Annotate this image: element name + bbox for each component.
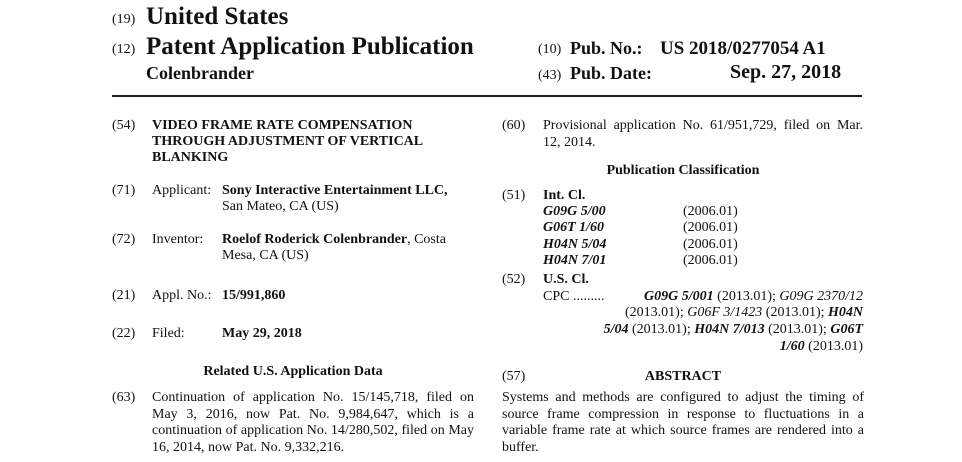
related-heading: Related U.S. Application Data (203, 364, 383, 379)
cpc-label: CPC ......... (543, 289, 605, 304)
classification-heading: Publication Classification (606, 163, 760, 178)
cpc-line-2 (625, 305, 863, 322)
inventor-label: Inventor: (152, 232, 204, 247)
applicant-name: Sony Interactive Entertainment LLC, (222, 183, 448, 198)
continuation-text: Continuation of application No. 15/145,718, filed on May 3, 2016, now Pat. No. 9,984,647, which is a continuation of application No. 14/280,502, filed on May 16, 2014, now Pat. No. 9,332,216. (152, 390, 474, 455)
country-name: United States (146, 3, 289, 30)
pub-date-code: (43) (538, 68, 562, 83)
intcl-class-2: G06T 1/60 (543, 220, 605, 235)
pub-no: US 2018/0277054 A1 (660, 38, 826, 59)
cpc-year: (2013.01); (625, 305, 688, 320)
cpc-class: 1/60 (779, 339, 805, 354)
intcl-code: (51) (502, 188, 526, 203)
uscl-code: (52) (502, 272, 526, 287)
appl-no-code: (21) (112, 288, 136, 303)
provisional-code: (60) (502, 118, 526, 133)
inventor-line (222, 232, 446, 249)
applicant-label: Applicant: (152, 183, 212, 198)
provisional-text: Provisional application No. 61/951,729, filed on Mar. 12, 2014. (543, 118, 863, 150)
cpc-line-3 (604, 322, 863, 339)
intcl-year-4: (2006.01) (683, 253, 738, 268)
appl-no-label: Appl. No.: (152, 288, 212, 303)
applicant-code: (71) (112, 183, 136, 198)
pub-date: Sep. 27, 2018 (730, 61, 842, 83)
intcl-class-3: H04N 5/04 (543, 237, 607, 252)
filed-label: Filed: (152, 326, 185, 341)
inventor-location: Mesa, CA (US) (222, 248, 309, 263)
intcl-class-4: H04N 7/01 (543, 253, 607, 268)
title-line-3: BLANKING (152, 150, 229, 165)
cpc-year: (2013.01); (764, 322, 831, 337)
filed-value: May 29, 2018 (222, 326, 302, 341)
pub-no-code: (10) (538, 42, 562, 57)
abstract-heading: ABSTRACT (644, 369, 722, 384)
cpc-year: (2013.01) (804, 339, 863, 354)
continuation-code: (63) (112, 390, 136, 405)
pub-date-label: Pub. Date: (570, 63, 652, 83)
cpc-line-1 (644, 289, 863, 306)
title-line-1: VIDEO FRAME RATE COMPENSATION (152, 118, 413, 133)
cpc-class: G06F 3/1423 (687, 305, 763, 320)
title-line-2: THROUGH ADJUSTMENT OF VERTICAL (152, 134, 424, 149)
header-rule (112, 95, 862, 97)
intcl-year-1: (2006.01) (683, 204, 738, 219)
inventor-name-rest: , Costa (407, 232, 446, 247)
abstract-code: (57) (502, 369, 526, 384)
cpc-year: (2013.01); (762, 305, 828, 320)
inventor-code: (72) (112, 232, 136, 247)
cpc-class: G06T (830, 322, 863, 337)
inventor-name: Roelof Roderick Colenbrander (222, 232, 408, 247)
cpc-year: (2013.01); (628, 322, 695, 337)
inventor-surname: Colenbrander (146, 63, 254, 83)
intcl-class-1: G09G 5/00 (543, 204, 606, 219)
title-code: (54) (112, 118, 136, 133)
country-code: (19) (112, 12, 136, 27)
intcl-year-3: (2006.01) (683, 237, 738, 252)
abstract-text: Systems and methods are configured to adjust the timing of source frame compression in response to fluctuations in a variable frame rate at which source frames are rendered into a buffer. (502, 390, 864, 455)
publication-type: Patent Application Publication (146, 33, 474, 60)
uscl-label: U.S. Cl. (543, 272, 589, 287)
type-code: (12) (112, 42, 136, 57)
intcl-year-2: (2006.01) (683, 220, 738, 235)
cpc-class: G09G 5/001 (644, 289, 714, 304)
cpc-class: H04N 7/013 (694, 322, 765, 337)
filed-code: (22) (112, 326, 136, 341)
cpc-line-4 (780, 339, 863, 356)
appl-no-value: 15/991,860 (222, 288, 286, 303)
cpc-class: G09G 2370/12 (779, 289, 863, 304)
intcl-label: Int. Cl. (543, 188, 586, 203)
applicant-location: San Mateo, CA (US) (222, 199, 339, 214)
cpc-year: (2013.01); (713, 289, 780, 304)
cpc-class: H04N (828, 305, 863, 320)
pub-no-label: Pub. No.: (570, 38, 643, 58)
cpc-class: 5/04 (603, 322, 629, 337)
